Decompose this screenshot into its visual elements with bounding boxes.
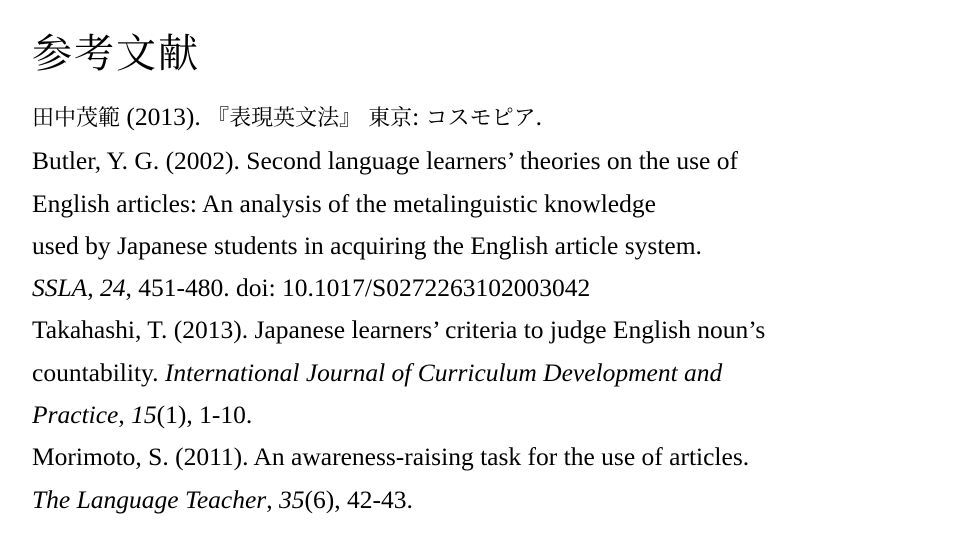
separator: , [118,400,132,430]
journal-name: International Journal of Curriculum Development and [164,357,723,387]
reference-item-morimoto [32,436,932,521]
reference-line: Takahashi, T. (2013). Japanese learners’ criteria to judge English noun’s [32,315,766,345]
issue-pages: (1), 1-10. [156,400,253,430]
reference-item-tanaka [32,96,932,140]
issue-pages: (6), 42-43. [304,484,413,514]
reference-line: Morimoto, S. (2011). An awareness-raising task for the use of articles. [32,442,750,472]
year: (2013). [120,102,208,131]
volume: 24 [100,273,126,303]
book-title-jp: 『表現英文法』 [207,106,362,131]
author-jp: 田中茂範 [32,106,121,131]
volume: 35 [278,484,305,514]
publisher-jp: コスモピア [425,106,536,131]
journal-name: The Language Teacher [32,484,267,514]
reference-line [32,479,932,521]
reference-item-butler [32,140,932,309]
reference-line: used by Japanese students in acquiring the English article system. [32,230,702,260]
page-title: 参考文献 [32,31,200,77]
reference-line: Butler, Y. G. (2002). Second language learners’ theories on the use of [32,146,738,176]
journal-name: SSLA [32,273,88,303]
pages-doi: , 451-480. doi: 10.1017/S0272263102003042 [125,273,591,303]
reference-line [32,394,932,436]
separator: , [266,484,279,514]
title-end: countability. [32,357,165,387]
reference-line [32,352,932,394]
reference-line [32,96,932,140]
reference-line [32,267,932,309]
separator: , [87,273,101,303]
volume: 15 [131,400,157,430]
reference-item-takahashi [32,309,932,436]
reference-line: English articles: An analysis of the metalinguistic knowledge [32,188,656,218]
city-jp: 東京 [361,106,413,131]
period: . [535,102,542,131]
colon: : [412,102,426,131]
journal-name-cont: Practice [32,400,119,430]
reference-list [32,96,932,521]
